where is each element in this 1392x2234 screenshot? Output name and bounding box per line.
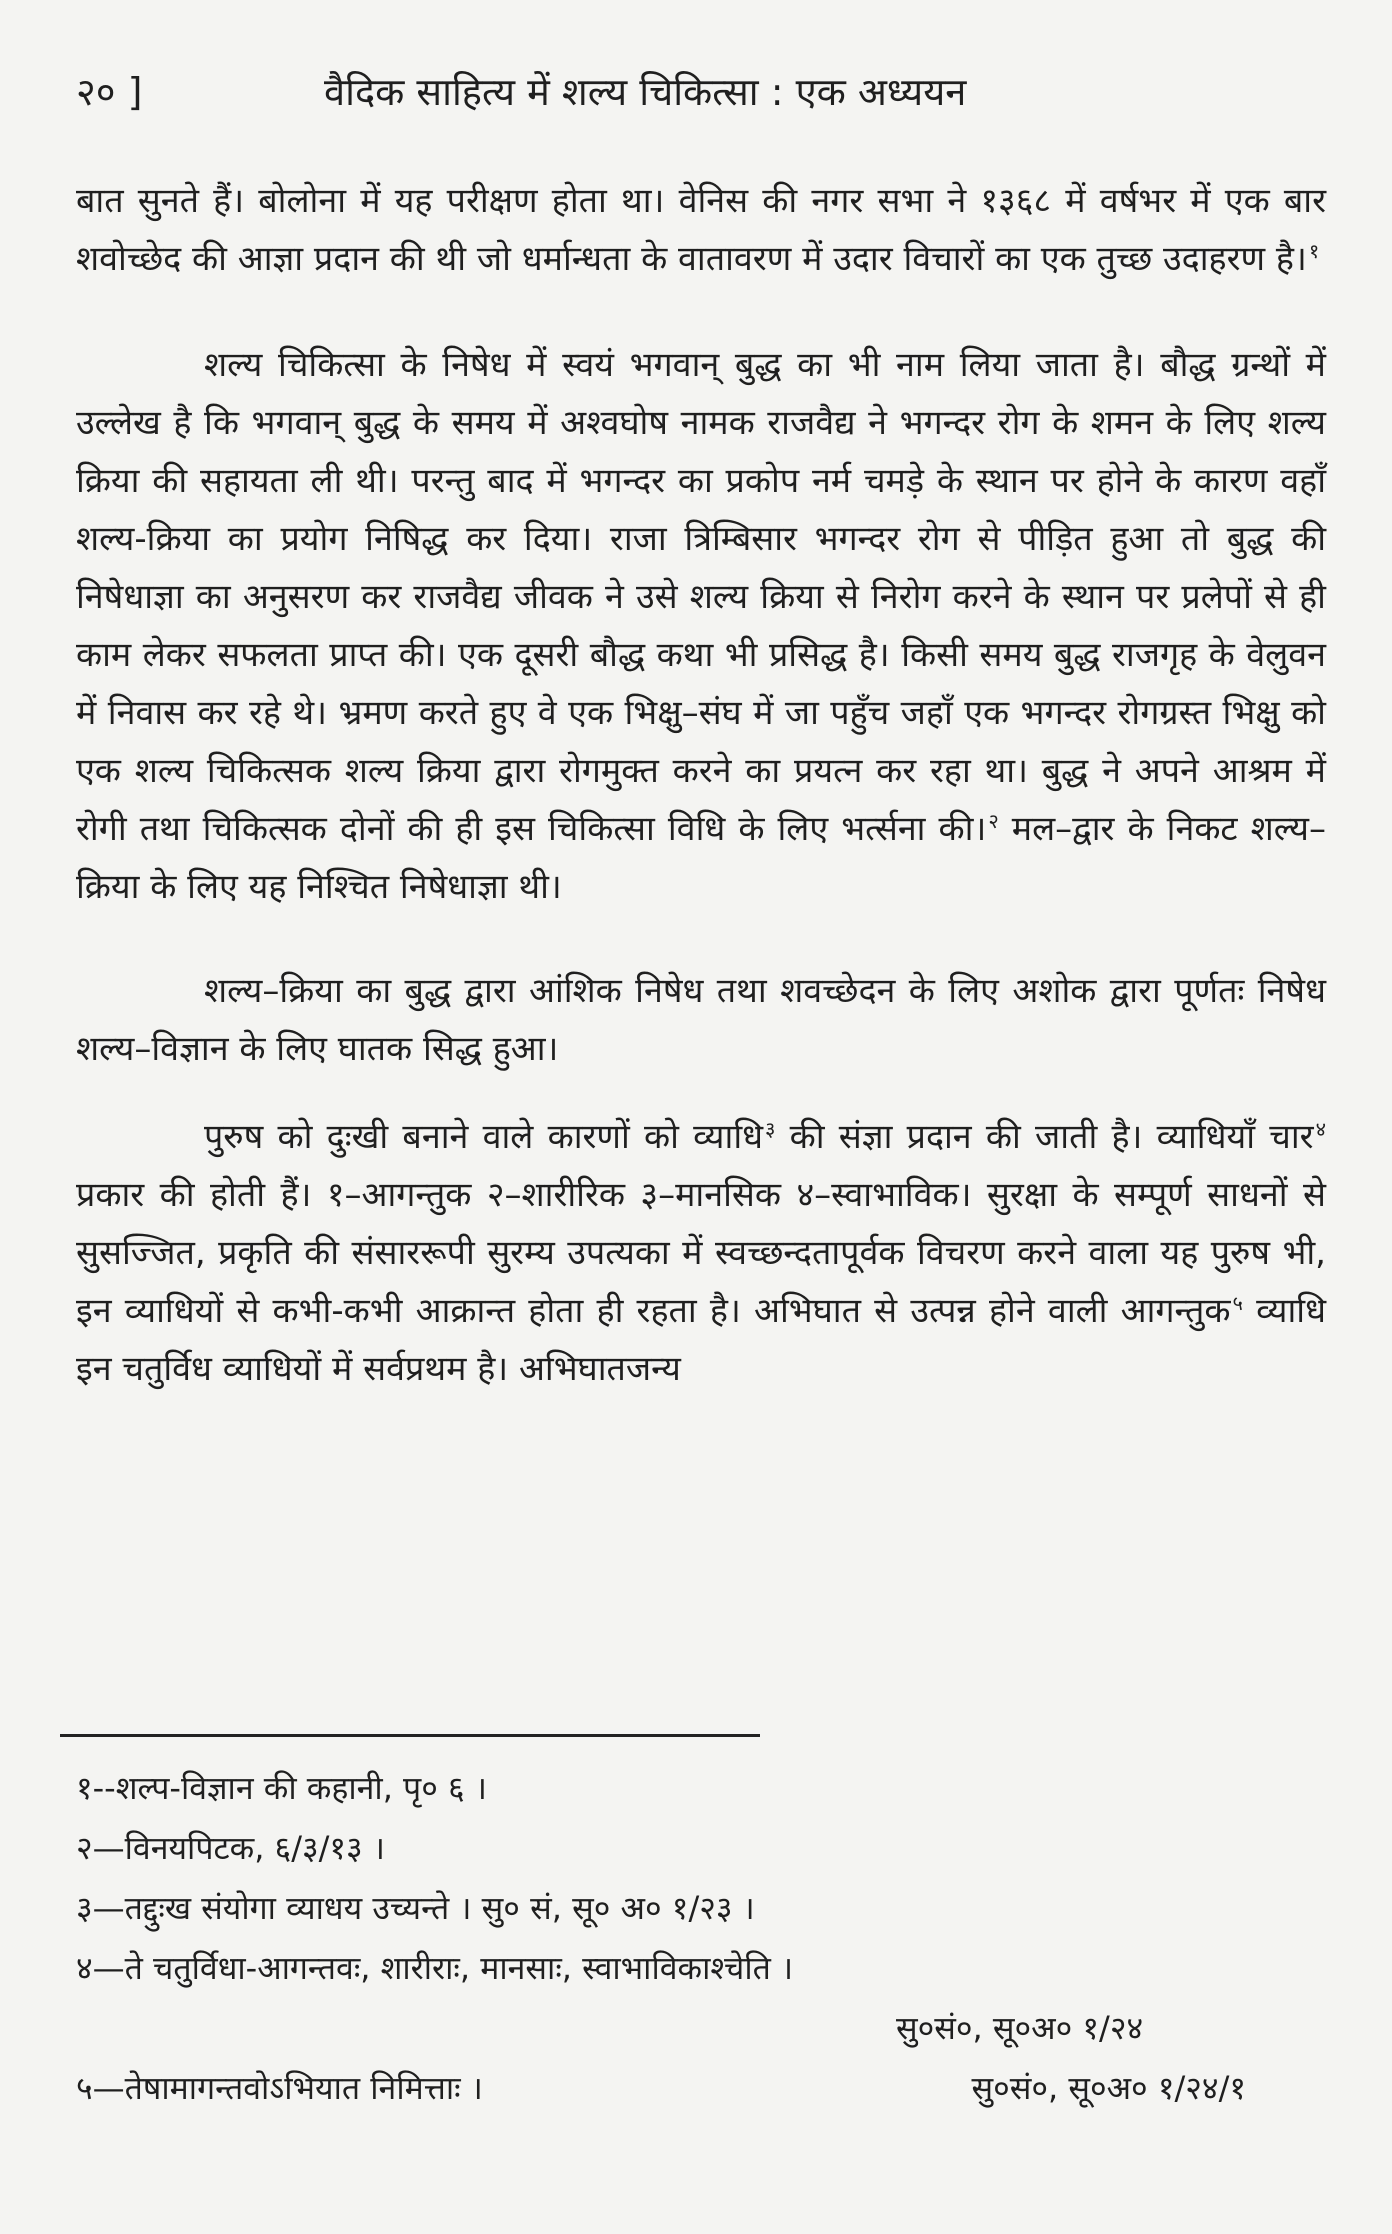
running-title: वैदिक साहित्य में शल्य चिकित्सा : एक अध्ययन xyxy=(324,70,967,114)
footnote-marker: ३ xyxy=(765,1116,776,1141)
paragraph: शल्य चिकित्सा के निषेध में स्वयं भगवान् बुद्ध का भी नाम लिया जाता है। बौद्ध ग्रन्थों में उल्लेख है कि भगवान् बुद्ध के समय में अश्वघोष नामक राजवैद्य ने भगन्दर रोग के शमन के लिए शल्य क्रिया की सहायता ली थी। परन्तु बाद में भगन्दर का प्रकोप नर्म चमड़े के स्थान पर होने के कारण वहाँ शल्य-क्रिया का प्रयोग निषिद्ध कर दिया। राजा त्रिम्बिसार भगन्दर रोग से पीड़ित हुआ तो बुद्ध की निषेधाज्ञा का अनुसरण कर राजवैद्य जीवक ने उसे शल्य क्रिया से निरोग करने के स्थान पर प्रलेपों से ही काम लेकर सफलता प्राप्त की। एक दूसरी बौद्ध कथा भी प्रसिद्ध है। किसी समय बुद्ध राजगृह के वेलुवन में निवास कर रहे थे। भ्रमण करते हुए वे एक भिक्षु–संघ में जा पहुँच जहाँ एक भगन्दर रोगग्रस्त भिक्षु को एक शल्य चिकित्सक शल्य क्रिया द्वारा रोगमुक्त करने का प्रयत्न कर रहा था। बुद्ध ने अपने आश्रम में रोगी तथा चिकित्सक दोनों की ही इस चिकित्सा विधि के लिए भर्त्सना की। $^२$ मल–द्वार के निकट शल्य–क्रिया के लिए यह निश्चित निषेधाज्ञा थी। xyxy=(76,345,1326,907)
footnote-text: ५—तेषामागन्तवोऽभियात निमित्ताः । xyxy=(76,2069,483,2107)
paragraph: बात सुनते हैं। बोलोना में यह परीक्षण होता था। वेनिस की नगर सभा ने १३६८ में वर्षभर में एक बार शवोच्छेद की आज्ञा प्रदान की थी जो धर्मान्धता के वातावरण में उदार विचारों का एक तुच्छ उदाहरण है। $^१$ xyxy=(76,181,1326,279)
footnote-reference: सु०सं०, सू०अ० १/२४/१ xyxy=(971,2069,1246,2107)
footnote-marker: १ xyxy=(1308,238,1320,263)
footnote: ४—ते चतुर्विधा-आगन्तवः, शारीराः, मानसाः, स्वाभाविकाश्चेति । xyxy=(76,1949,794,1987)
page-header xyxy=(76,62,1316,122)
footnotes xyxy=(76,1758,1316,2118)
footnote-reference: सु०सं०, सू०अ० १/२४ xyxy=(896,2009,1144,2047)
paragraph: पुरुष को दुःखी बनाने वाले कारणों को व्याधि $^३$ की संज्ञा प्रदान की जाती है। व्याधियाँ चार $^४$ प्रकार की होती हैं। १–आगन्तुक २–शारीरिक ३–मानसिक ४–स्वाभाविक। सुरक्षा के सम्पूर्ण साधनों से सुसज्जित, प्रकृति की संसाररूपी सुरम्य उपत्यका में स्वच्छन्दतापूर्वक विचरण करने वाला यह पुरुष भी, इन व्याधियों से कभी-कभी आक्रान्त होता ही रहता है। अभिघात से उत्पन्न होने वाली आगन्तुक $^५$ व्याधि इन चतुर्विध व्याधियों में सर्वप्रथम है। अभिघातजन्य xyxy=(76,1116,1326,1389)
footnote-marker: ५ xyxy=(1232,1290,1243,1315)
body-text xyxy=(76,172,1326,1398)
footnote: २—विनयपिटक, ६/३/१३ । xyxy=(76,1829,385,1867)
footnote-marker: ४ xyxy=(1315,1116,1326,1141)
footnote-marker: २ xyxy=(988,808,999,833)
footnote-divider xyxy=(60,1734,760,1737)
paragraph: शल्य–क्रिया का बुद्ध द्वारा आंशिक निषेध तथा शवच्छेदन के लिए अशोक द्वारा पूर्णतः निषेध शल्य–विज्ञान के लिए घातक सिद्ध हुआ। xyxy=(76,971,1326,1069)
footnote xyxy=(76,2058,1316,2118)
page-number: २० ] xyxy=(76,70,143,114)
footnote: १--शल्प-विज्ञान की कहानी, पृ० ६ । xyxy=(76,1769,487,1807)
footnote: ३—तद्दुःख संयोगा व्याधय उच्यन्ते । सु० सं, सू० अ० १/२३ । xyxy=(76,1889,755,1927)
